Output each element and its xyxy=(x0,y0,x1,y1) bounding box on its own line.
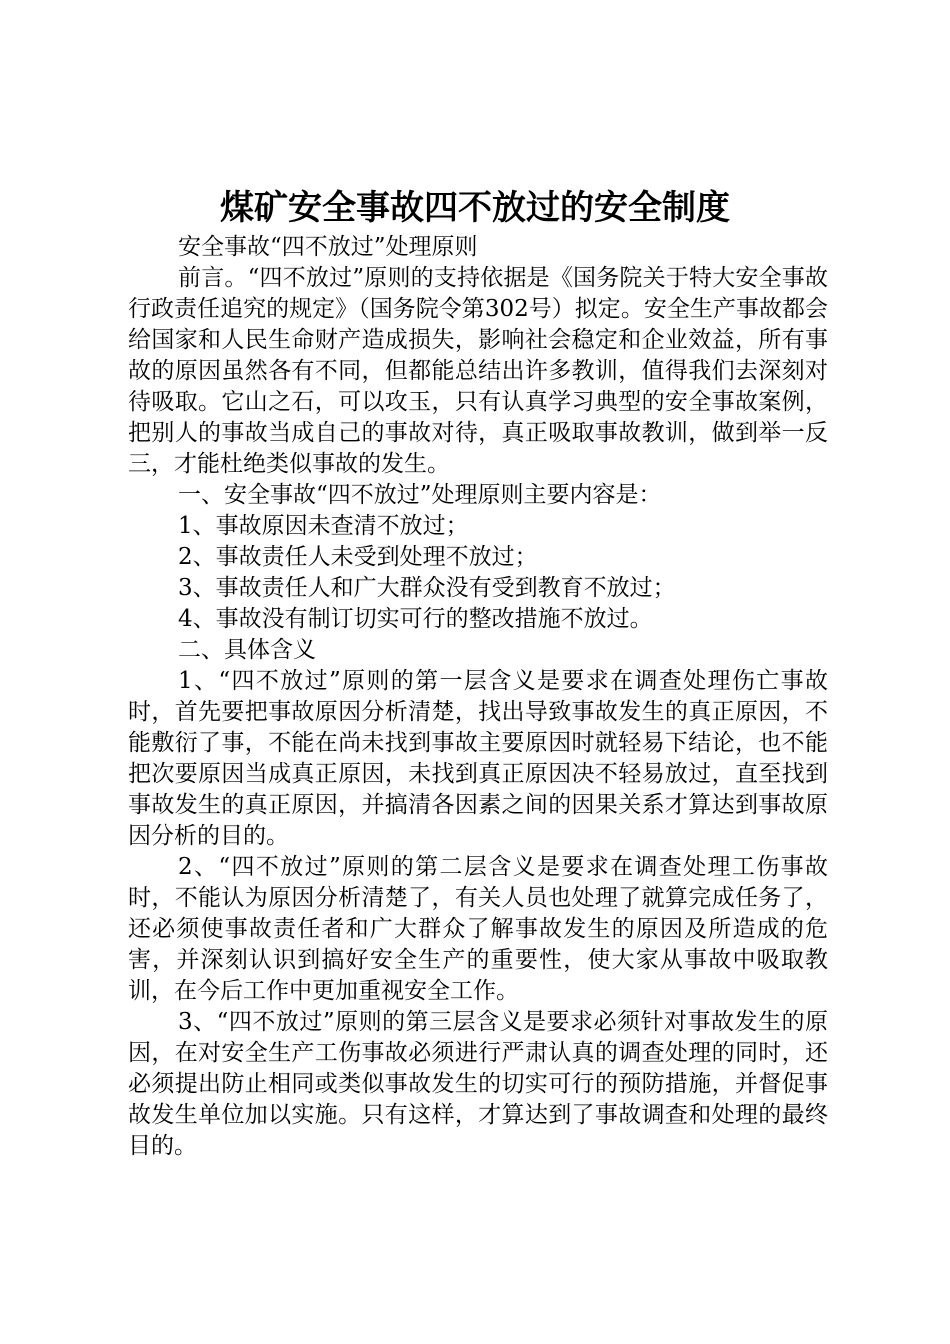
document-body xyxy=(128,232,828,1162)
principle-item-1: 1、事故原因未查清不放过； xyxy=(178,513,469,539)
meaning-paragraph-3: 3、“四不放过”原则的第三层含义是要求必须针对事故发生的原因，在对安全生产工伤事故必须进行严肃认真的调查处理的同时，还必须提出防止相同或类似事故发生的切实可行的预防措施，并督促事故发生单位加以实施。只有这样，才算达到了事故调查和处理的最终目的。 xyxy=(128,1009,828,1159)
principle-item-4: 4、事故没有制订切实可行的整改措施不放过。 xyxy=(178,606,653,632)
preface-paragraph: 前言。“四不放过”原则的支持依据是《国务院关于特大安全事故行政责任追究的规定》（国务院令第302号）拟定。安全生产事故都会给国家和人民生命财产造成损失，影响社会稳定和企业效益，所有事故的原因虽然各有不同，但都能总结出许多教训，值得我们去深刻对待吸取。它山之石，可以攻玉，只有认真学习典型的安全事故案例，把别人的事故当成自己的事故对待，真正吸取事故教训，做到举一反三，才能杜绝类似事故的发生。 xyxy=(128,265,828,477)
meaning-paragraph-1: 1、“四不放过”原则的第一层含义是要求在调查处理伤亡事故时，首先要把事故原因分析清楚，找出导致事故发生的真正原因，不能敷衍了事，不能在尚未找到事故主要原因时就轻易下结论，也不能把次要原因当成真正原因，未找到真正原因决不轻易放过，直至找到事故发生的真正原因，并搞清各因素之间的因果关系才算达到事故原因分析的目的。 xyxy=(128,668,828,849)
subtitle-paragraph: 安全事故“四不放过”处理原则 xyxy=(178,234,478,260)
principle-item-2: 2、事故责任人未受到处理不放过； xyxy=(178,544,538,570)
section-heading-2: 二、具体含义 xyxy=(178,637,316,663)
principle-item-3: 3、事故责任人和广大群众没有受到教育不放过； xyxy=(178,575,676,601)
meaning-paragraph-2: 2、“四不放过”原则的第二层含义是要求在调查处理工伤事故时，不能认为原因分析清楚了，有关人员也处理了就算完成任务了，还必须使事故责任者和广大群众了解事故发生的原因及所造成的危害，并深刻认识到搞好安全生产的重要性，使大家从事故中吸取教训，在今后工作中更加重视安全工作。 xyxy=(128,854,828,1004)
section-heading-1: 一、安全事故“四不放过”处理原则主要内容是： xyxy=(178,482,662,508)
document-title: 煤矿安全事故四不放过的安全制度 xyxy=(220,188,730,228)
